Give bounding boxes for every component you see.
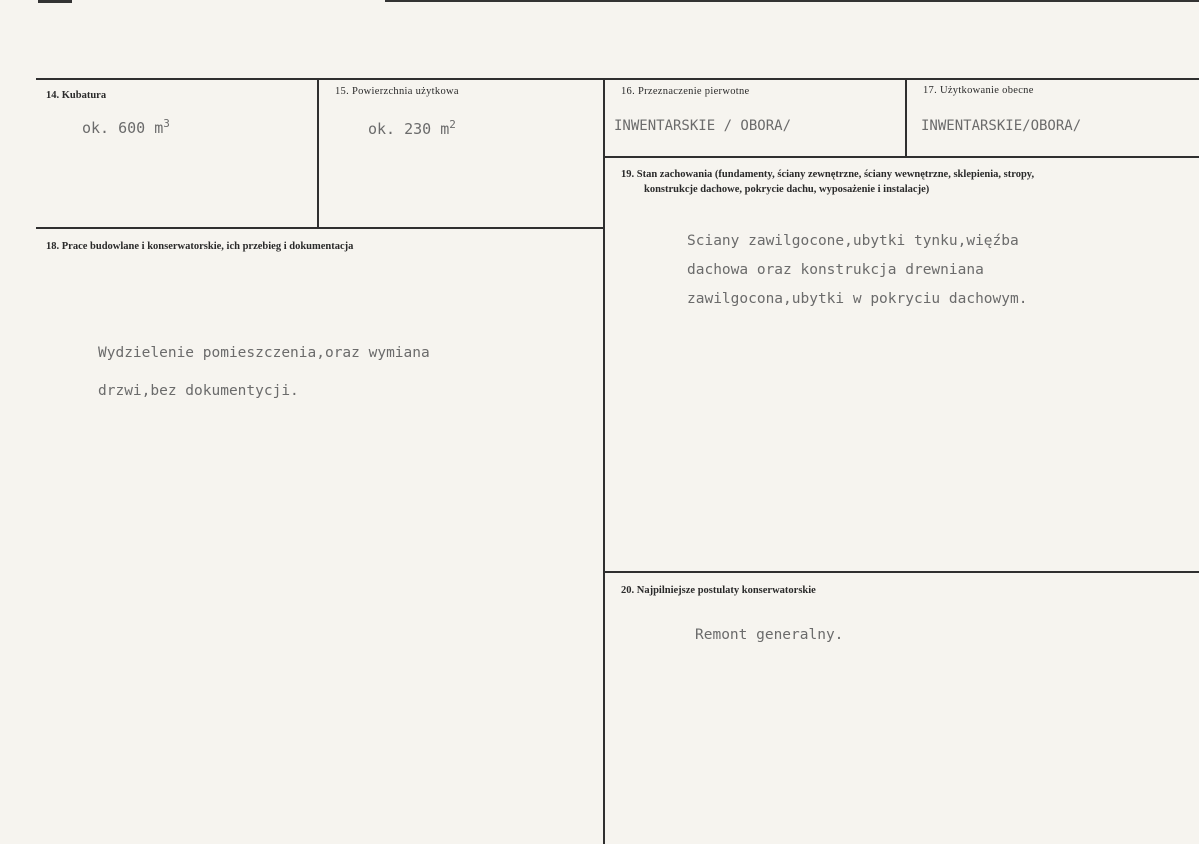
top-edge-mark-left — [38, 0, 72, 3]
grid-divider-14-15 — [317, 78, 319, 229]
grid-line-right-upper — [604, 156, 1199, 158]
field-18-label: 18. Prace budowlane i konserwatorskie, ich przebieg i dokumentacja — [46, 241, 354, 252]
field-17-label: 17. Użytkowanie obecne — [923, 85, 1034, 96]
field-18-line-2: drzwi,bez dokumentycji. — [98, 383, 299, 399]
grid-top-line — [36, 78, 1199, 80]
field-18-line-1: Wydzielenie pomieszczenia,oraz wymiana — [98, 345, 430, 361]
grid-divider-center — [603, 78, 605, 844]
field-19-line-3: zawilgocona,ubytki w pokryciu dachowym. — [687, 291, 1028, 307]
field-19-label-line-1: 19. Stan zachowania (fundamenty, ściany zewnętrzne, ściany wewnętrzne, sklepienia, stropy, — [621, 169, 1035, 180]
grid-divider-16-17 — [905, 78, 907, 157]
field-17-value: INWENTARSKIE/OBORA/ — [921, 118, 1082, 134]
field-15-value-sup: 2 — [449, 118, 456, 131]
field-19-line-1: Sciany zawilgocone,ubytki tynku,więźba — [687, 233, 1019, 249]
field-20-value: Remont generalny. — [695, 627, 844, 643]
field-19-line-2: dachowa oraz konstrukcja drewniana — [687, 262, 984, 278]
field-14-value-text: ok. 600 m — [82, 119, 164, 137]
field-18-text — [98, 334, 430, 410]
field-15-value-text: ok. 230 m — [368, 120, 450, 138]
field-16-value: INWENTARSKIE / OBORA/ — [614, 118, 792, 134]
field-19-text — [687, 227, 1027, 314]
field-16-label: 16. Przeznaczenie pierwotne — [621, 86, 750, 97]
grid-line-right-lower — [604, 571, 1199, 573]
field-14-label: 14. Kubatura — [46, 90, 107, 101]
field-19-label-line-2: konstrukcje dachowe, pokrycie dachu, wyposażenie i instalacje) — [644, 184, 930, 195]
field-15-label: 15. Powierzchnia użytkowa — [335, 86, 459, 97]
field-14-value — [82, 117, 170, 137]
field-20-label: 20. Najpilniejsze postulaty konserwatorskie — [621, 585, 816, 596]
field-15-value — [368, 118, 456, 138]
field-14-value-sup: 3 — [163, 117, 170, 130]
top-edge-mark-right — [385, 0, 1199, 2]
grid-line-left-mid — [36, 227, 605, 229]
